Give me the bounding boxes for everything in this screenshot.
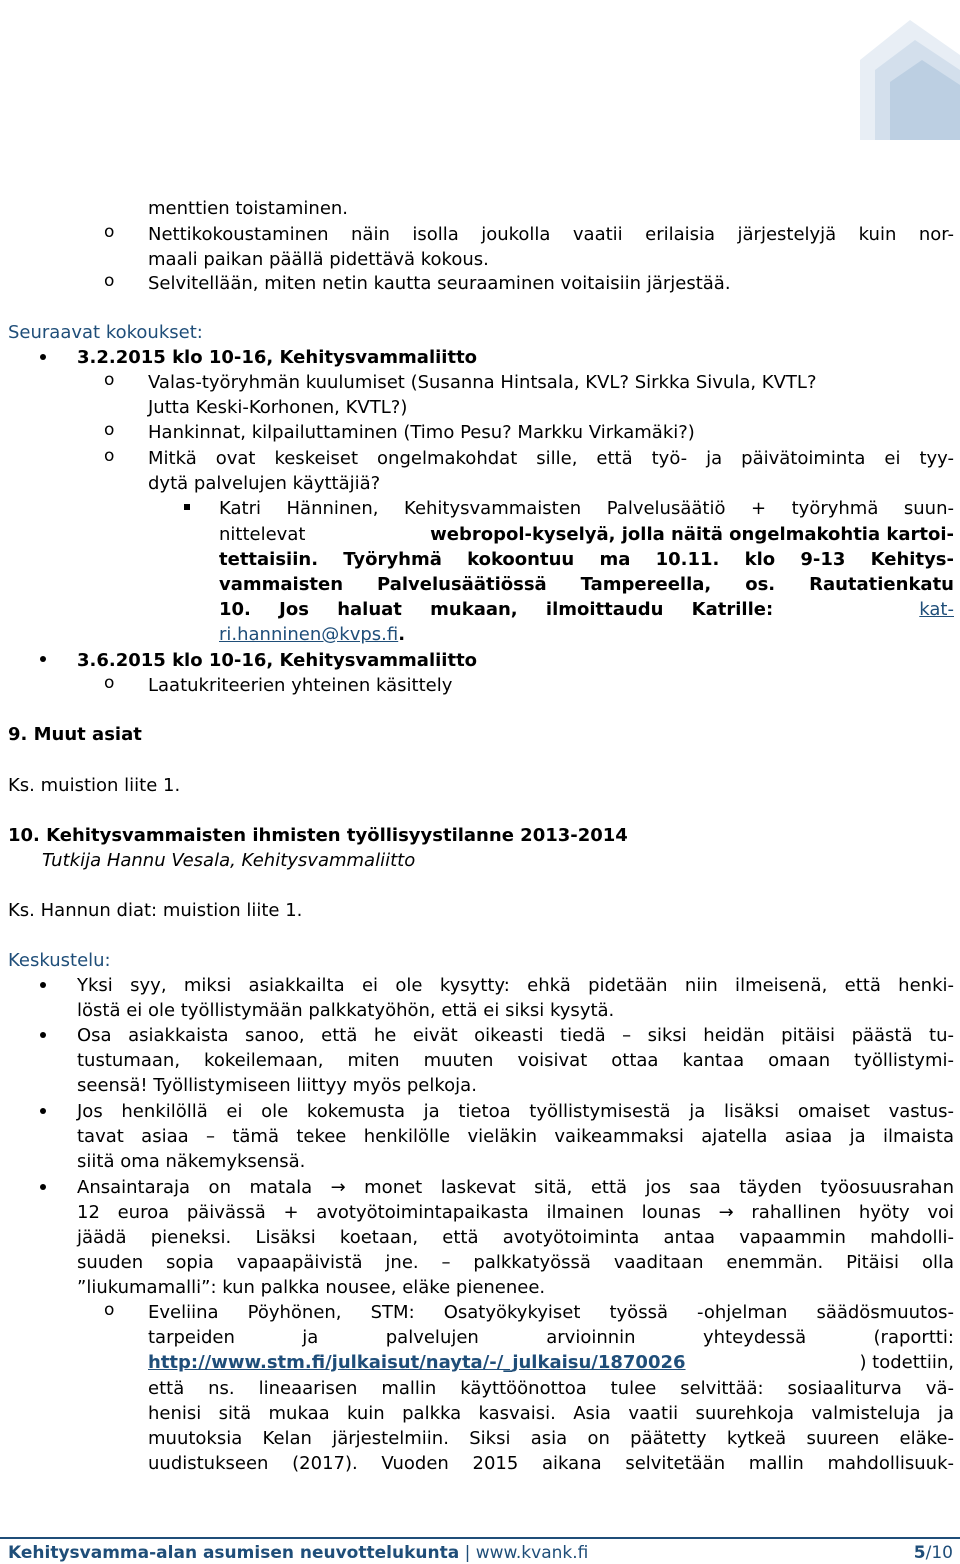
house-logo-icon [840,0,960,140]
text-line [219,622,405,647]
text-line: Valas-työryhmän kuulumiset (Susanna Hintsala, KVL? Sirkka Sivula, KVTL? [148,372,817,393]
text-fragment: webropol-kyselyä, jolla näitä ongelmakohtia kartoi- [430,524,954,545]
text-line: Laatukriteerien yhteinen käsittely [148,675,453,696]
circle-bullet-icon: o [104,446,115,466]
text-line [219,597,954,622]
footer-divider [0,1537,960,1539]
page-number [914,1543,953,1563]
section-heading: Keskustelu: [8,950,111,971]
text-line: tustumaan, kokeilemaan, miten muuten voisivat ottaa kantaa omaan työllistymi- [77,1050,954,1071]
text-line: uudistukseen (2017). Vuoden 2015 aikana selvitetään mallin mahdollisuuk- [148,1453,954,1474]
text-line: maali paikan päällä pidettävä kokous. [148,249,489,270]
text-line: Yksi syy, miksi asiakkailta ei ole kysytty: ehkä pidetään niin ilmeisenä, että henki- [77,975,954,996]
meeting-date: 3.6.2015 klo 10-16, Kehitysvammaliitto [77,650,478,671]
email-link[interactable]: ri.hanninen@kvps.fi [219,624,399,645]
text-line: löstä ei ole työllistymään palkkatyöhön, että ei siksi kysytä. [77,1000,615,1021]
text-line: Jutta Keski-Korhonen, KVTL?) [148,397,408,418]
text-line: Selvitellään, miten netin kautta seuraaminen voitaisiin järjestää. [148,273,731,294]
text-line: Katri Hänninen, Kehitysvammaisten Palvelusäätiö + työryhmä suun- [219,498,954,519]
footer-text [8,1543,588,1563]
circle-bullet-icon: o [104,1300,115,1320]
report-link[interactable]: http://www.stm.fi/julkaisut/nayta/-/_julkaisu/1870026 [148,1352,686,1373]
text-line: tettaisiin. Työryhmä kokoontuu ma 10.11. klo 9-13 Kehitys- [219,549,954,570]
text-line: menttien toistaminen. [148,198,349,219]
text-line: vammaisten Palvelusäätiössä Tampereella, os. Rautatienkatu [219,574,954,595]
text-line: Jos henkilöllä ei ole kokemusta ja tietoa työllistymisestä ja lisäksi omaiset vastus- [77,1101,954,1122]
text-fragment: ) todettiin, [859,1352,954,1373]
circle-bullet-icon: o [104,420,115,440]
text-line: siitä oma näkemyksensä. [77,1151,306,1172]
page-footer [0,1537,960,1563]
section-subheading: Tutkija Hannu Vesala, Kehitysvammaliitto [42,850,416,871]
footer-site-link[interactable]: www.kvank.fi [475,1543,589,1563]
text-line: ”liukumamalli”: kun palkka nousee, eläke pienenee. [77,1277,546,1298]
text-fragment: . [398,624,406,645]
bullet-dot-icon [40,1184,46,1190]
text-line: Ks. muistion liite 1. [8,775,181,796]
text-line: 12 euroa päivässä + avotyötoimintapaikasta ilmainen lounas → rahallinen hyöty voi [77,1202,954,1223]
footer-separator: | [459,1543,476,1563]
text-line: muutoksia Kelan järjestelmiin. Siksi asia on päätetty kytkeä suureen eläke- [148,1428,954,1449]
text-line: tarpeiden ja palvelujen arvioinnin yhteydessä (raportti: [148,1327,954,1348]
text-line: Osa asiakkaista sanoo, että he eivät oikeasti tiedä – siksi heidän pitäisi päästä tu- [77,1025,954,1046]
circle-bullet-icon: o [104,370,115,390]
text-line: Eveliina Pöyhönen, STM: Osatyökykyiset työssä -ohjelman säädösmuutos- [148,1302,954,1323]
text-line: jäädä pieneksi. Lisäksi koetaan, että avotyötoiminta antaa vapaammin mahdolli- [77,1227,954,1248]
text-line: Hankinnat, kilpailuttaminen (Timo Pesu? Markku Virkamäki?) [148,422,695,443]
text-fragment: nittelevat [219,524,306,545]
bullet-dot-icon [40,354,46,360]
bullet-dot-icon [40,982,46,988]
text-line: henisi sitä mukaa kuin palkka kasvaisi. Asia vaatii suurehkoja valmisteluja ja [148,1403,954,1424]
section-heading: Seuraavat kokoukset: [8,322,203,343]
current-page: 5 [913,1543,926,1563]
section-heading: 9. Muut asiat [8,724,142,745]
email-link[interactable]: kat- [919,599,954,620]
bullet-dot-icon [40,656,46,662]
square-bullet-icon [184,504,190,510]
bullet-dot-icon [40,1032,46,1038]
text-line: suuden sopia vapaapäivistä jne. – palkkatyössä vaaditaan enemmän. Pitäisi olla [77,1252,954,1273]
text-line: Ansaintaraja on matala → monet laskevat sitä, että jos saa täyden työosuusrahan [77,1177,954,1198]
text-line [219,522,954,547]
text-line: dytä palvelujen käyttäjiä? [148,473,381,494]
circle-bullet-icon: o [104,271,115,291]
text-line: Nettikokoustaminen näin isolla joukolla vaatii erilaisia järjestelyjä kuin nor- [148,224,954,245]
footer-org: Kehitysvamma-alan asumisen neuvottelukunta [8,1543,460,1563]
text-line: että ns. lineaarisen mallin käyttöönottoa tulee selvittää: sosiaaliturva vä- [148,1378,954,1399]
text-line: Mitkä ovat keskeiset ongelmakohdat sille, että työ- ja päivätoiminta ei tyy- [148,448,954,469]
bullet-dot-icon [40,1108,46,1114]
total-pages: /10 [925,1543,953,1563]
text-line: tavat asiaa – tämä tekee henkilölle vieläkin vaikeammaksi ajatella asiaa ja ilmaista [77,1126,954,1147]
text-line: seensä! Työllistymiseen liittyy myös pelkoja. [77,1075,477,1096]
section-heading: 10. Kehitysvammaisten ihmisten työllisyystilanne 2013-2014 [8,825,628,846]
circle-bullet-icon: o [104,222,115,242]
text-line: Ks. Hannun diat: muistion liite 1. [8,900,303,921]
text-fragment: 10. Jos haluat mukaan, ilmoittaudu Katrille: [219,599,774,620]
meeting-date: 3.2.2015 klo 10-16, Kehitysvammaliitto [77,347,478,368]
circle-bullet-icon: o [104,673,115,693]
text-line [148,1350,954,1375]
